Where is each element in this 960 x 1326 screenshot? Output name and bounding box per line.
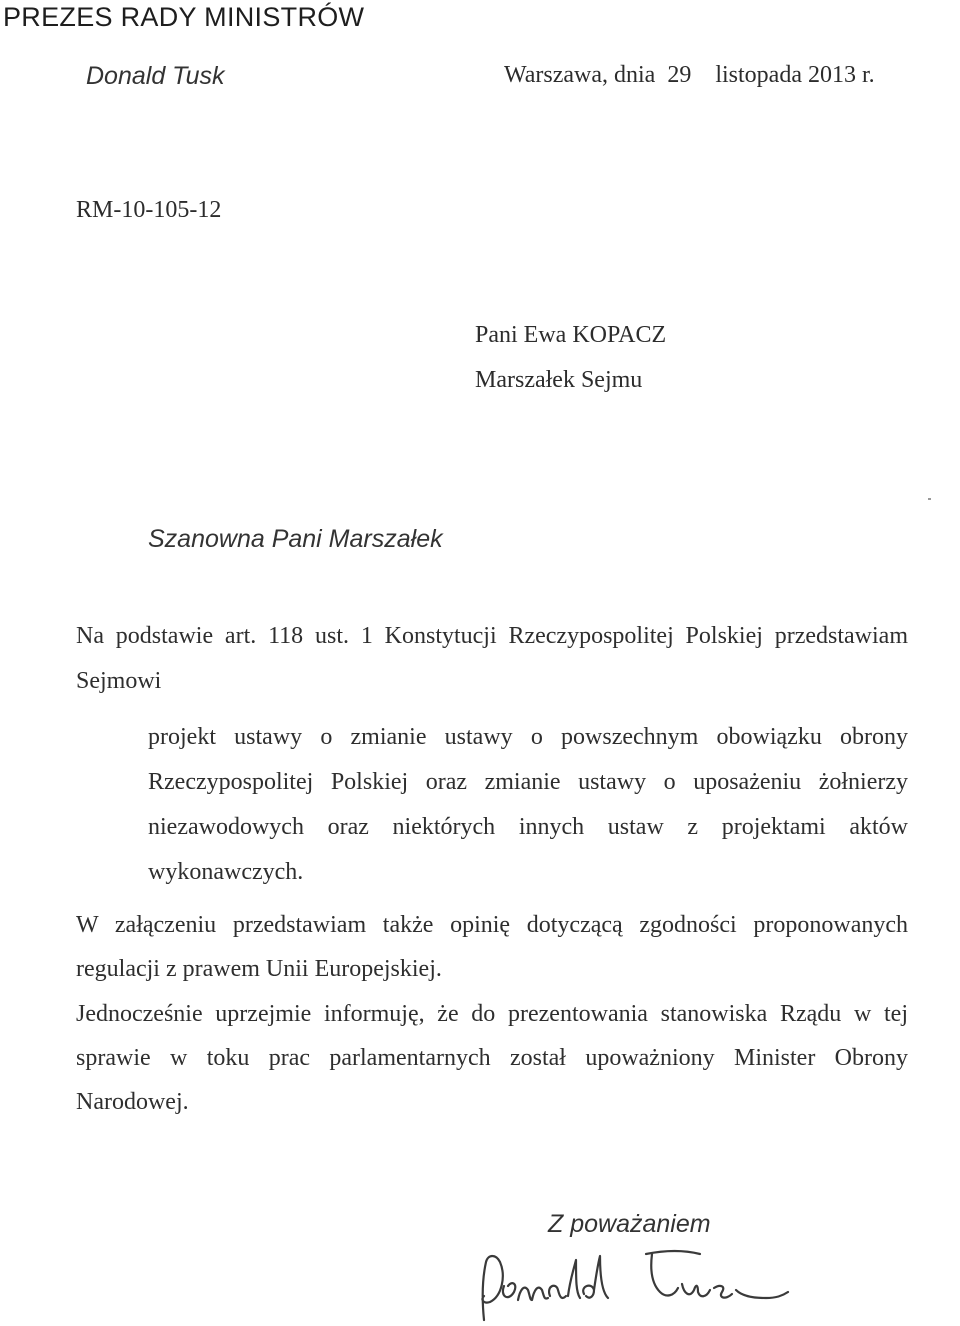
reference-number: RM-10-105-12 [76, 197, 222, 223]
closing-phrase: Z poważaniem [548, 1210, 711, 1238]
letterhead-author: Donald Tusk [86, 62, 225, 90]
handwritten-signature [470, 1240, 800, 1326]
body-paragraph-1: Na podstawie art. 118 ust. 1 Konstytucji Rzeczypospolitej Polskiej przedstawiam Sejmowi [76, 623, 908, 694]
body-paragraph-3: W załączeniu przedstawiam także opinię dotyczącą zgodności proponowanych regulacji z prawem Unii Europejskiej. [76, 912, 908, 982]
salutation: Szanowna Pani Marszałek [148, 525, 443, 553]
body-paragraph-2: projekt ustawy o zmianie ustawy o powszechnym obowiązku obrony Rzeczypospolitej Polskiej oraz zmianie ustawy o uposażeniu żołnierzy niezawodowych oraz niektórych innych ustaw z projektami aktów wykonawczych. [148, 724, 908, 885]
recipient-name: Pani Ewa KOPACZ [475, 322, 667, 348]
recipient-title: Marszałek Sejmu [475, 367, 643, 393]
place-and-date: Warszawa, dnia 29 listopada 2013 r. [504, 62, 875, 88]
margin-mark [928, 498, 931, 500]
letterhead-office: PREZES RADY MINISTRÓW [3, 2, 365, 32]
body-paragraph-4: Jednocześnie uprzejmie informuję, że do prezentowania stanowiska Rządu w tej sprawie w toku prac parlamentarnych został upoważniony Minister Obrony Narodowej. [76, 1001, 908, 1115]
